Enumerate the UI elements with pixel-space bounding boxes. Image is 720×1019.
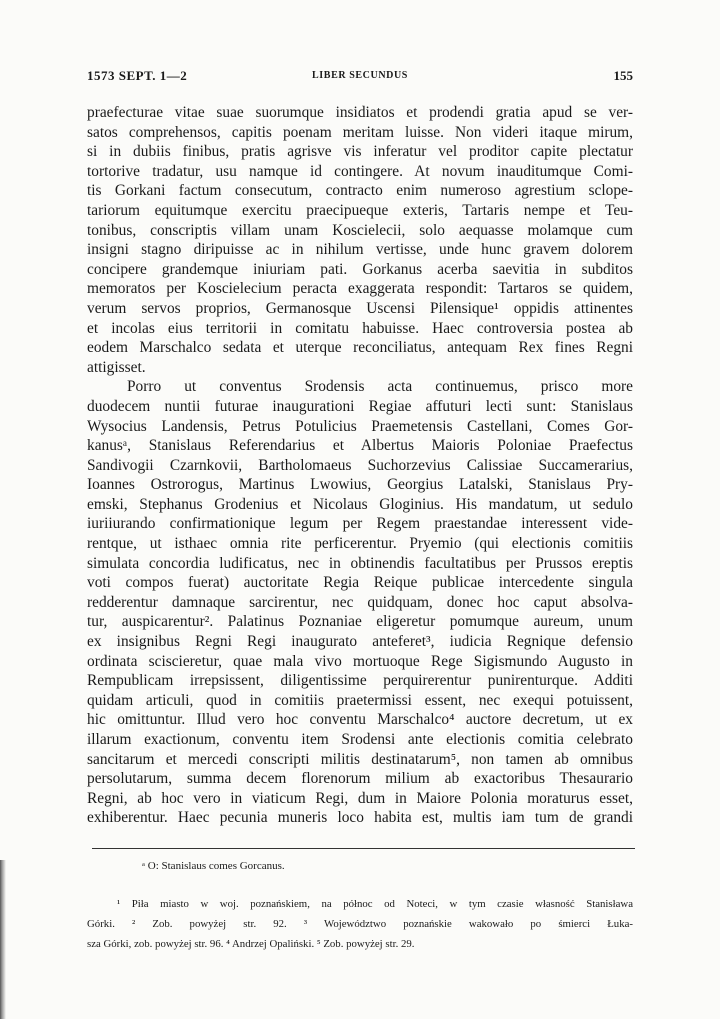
text-line: emski, Stephanus Grodenius et Nicolaus Gloginius. His mandatum, ut sedulo <box>87 495 633 513</box>
text-line: illarum exactionum, conventu item Srodensi ante electionis comitia celebrato <box>87 731 633 748</box>
text-line: tariorum equitumque exercitu praecipueque exteris, Tartaris nempe et Teu- <box>87 201 633 219</box>
footnotes <box>87 894 633 954</box>
text-line: persolutarum, summa decem florenorum milium ab exactoribus Thesaurario <box>87 770 633 788</box>
text-line: tis Gorkani factum consecutum, contracto enim numeroso agrestium sclope- <box>87 182 633 200</box>
text-line: duodecem nuntii futurae inaugurationi Regiae affuturi lecti sunt: Stanislaus <box>87 397 633 415</box>
running-header <box>87 68 633 88</box>
text-line: Ioannes Ostrorogus, Martinus Lwowius, Georgius Latalski, Stanislaus Pry- <box>87 476 633 494</box>
footnote-line: Górki. ² Zob. powyżej str. 92. ³ Województwo poznańskie wakowało po śmierci Łuka- <box>87 918 633 930</box>
text-line: Sandivogii Czarnkovii, Bartholomaeus Suchorzevius Calissiae Succamerarius, <box>87 456 633 474</box>
footnote-line: ¹ Piła miasto w woj. poznańskiem, na północ od Noteci, w tym czasie własność Stanisława <box>117 898 633 910</box>
text-line: praefecturae vitae suae suorumque insidiatos et prodendi gratia apud se ver- <box>87 104 633 121</box>
text-line: sancitarum et mercedi conscripti militis destinatarum⁵, non tamen ab omnibus <box>87 750 633 768</box>
main-text <box>87 103 633 828</box>
text-line: concipere grandemque iniuriam pati. Gorkanus acerba saevitia in subditos <box>87 260 633 278</box>
text-line: et incolas eius territorii in comitatu habuisse. Haec controversia postea ab <box>87 319 633 337</box>
textual-note-line: ᵃ O: Stanislaus comes Gorcanus. <box>142 860 285 872</box>
text-line: Regni, ab hoc vero in viaticum Regi, dum in Maiore Polonia moraturus esset, <box>87 789 633 807</box>
paragraph-start-line: Porro ut conventus Srodensis acta continuemus, prisco more <box>127 378 633 396</box>
footnote-line: sza Górki, zob. powyżej str. 96. ⁴ Andrzej Opaliński. ⁵ Zob. powyżej str. 29. <box>87 938 415 950</box>
text-line: eodem Marschalco sedata et uterque reconciliatus, antequam Rex fines Regni <box>87 339 633 357</box>
text-line: satos comprehensos, capitis poenam meritam luisse. Non videri itaque mirum, <box>87 123 633 141</box>
footnote-divider <box>92 848 635 849</box>
text-line: voti compos fuerat) auctoritate Regia Reique publicae intercedente singula <box>87 574 633 592</box>
text-line: quidam articuli, quod in comitiis praetermissi essent, nec exequi potuissent, <box>87 691 633 709</box>
text-line: insigni stagno diripuisse ac in nihilum vertisse, unde hunc gravem dolorem <box>87 241 633 259</box>
text-line: verum servos proprios, Germanosque Uscensi Pilensique¹ oppidis attinentes <box>87 299 633 317</box>
text-line: ex insignibus Regni Regi inaugurato anteferet³, iudicia Regnique defensio <box>87 633 633 651</box>
text-line: exhiberentur. Haec pecunia muneris loco habita est, multis iam tum de grandi <box>87 809 633 827</box>
text-line: Rempublicam irrepsissent, diligentissime perquirerentur punirenturque. Additi <box>87 672 633 690</box>
header-title: LIBER SECUNDUS <box>312 70 408 81</box>
text-line: tonibus, conscriptis villam unam Koscielecii, solo aequasse molamque cum <box>87 221 633 239</box>
page-edge-shadow <box>0 860 6 1019</box>
text-line: iuriiurando confirmationique legum per Regem praestandae interessent vide- <box>87 515 633 533</box>
text-line: kanusᵃ, Stanislaus Referendarius et Albertus Maioris Poloniae Praefectus <box>87 437 633 455</box>
text-line: tortorive tradatur, usu namque id contingere. At novum inauditumque Comi- <box>87 162 633 180</box>
page-number: 155 <box>613 68 633 83</box>
text-line: attigisset. <box>87 358 146 376</box>
text-line: tur, auspicarentur². Palatinus Poznaniae eligeretur pomumque aureum, unum <box>87 613 633 631</box>
text-line: Wysocius Landensis, Petrus Potulicius Praemetensis Castellani, Comes Gor- <box>87 417 633 435</box>
text-line: simulata concordia ludificatus, nec in obtinendis facultatibus per Prussos ereptis <box>87 554 633 572</box>
header-date: 1573 SEPT. 1—2 <box>87 68 188 83</box>
text-line: rentque, ut isthaec omnia rite perficerentur. Pryemio (qui electionis comitiis <box>87 535 633 553</box>
text-line: hic omittuntur. Illud vero hoc conventu Marschalco⁴ auctore decretum, ut ex <box>87 711 633 729</box>
text-line: si in dubiis finibus, pratis agrisve vis inferatur vel proditor capite plectatur <box>87 143 633 161</box>
text-line: redderentur damnaque sarcirentur, nec quidquam, donec hoc caput absolva- <box>87 593 633 611</box>
text-line: ordinata sciscieretur, quae mala vivo mortuoque Rege Sigismundo Augusto in <box>87 652 633 670</box>
textual-note <box>87 860 633 876</box>
text-line: memoratos per Koscielecium peracta exaggerata respondit: Tartaros se quidem, <box>87 280 633 298</box>
